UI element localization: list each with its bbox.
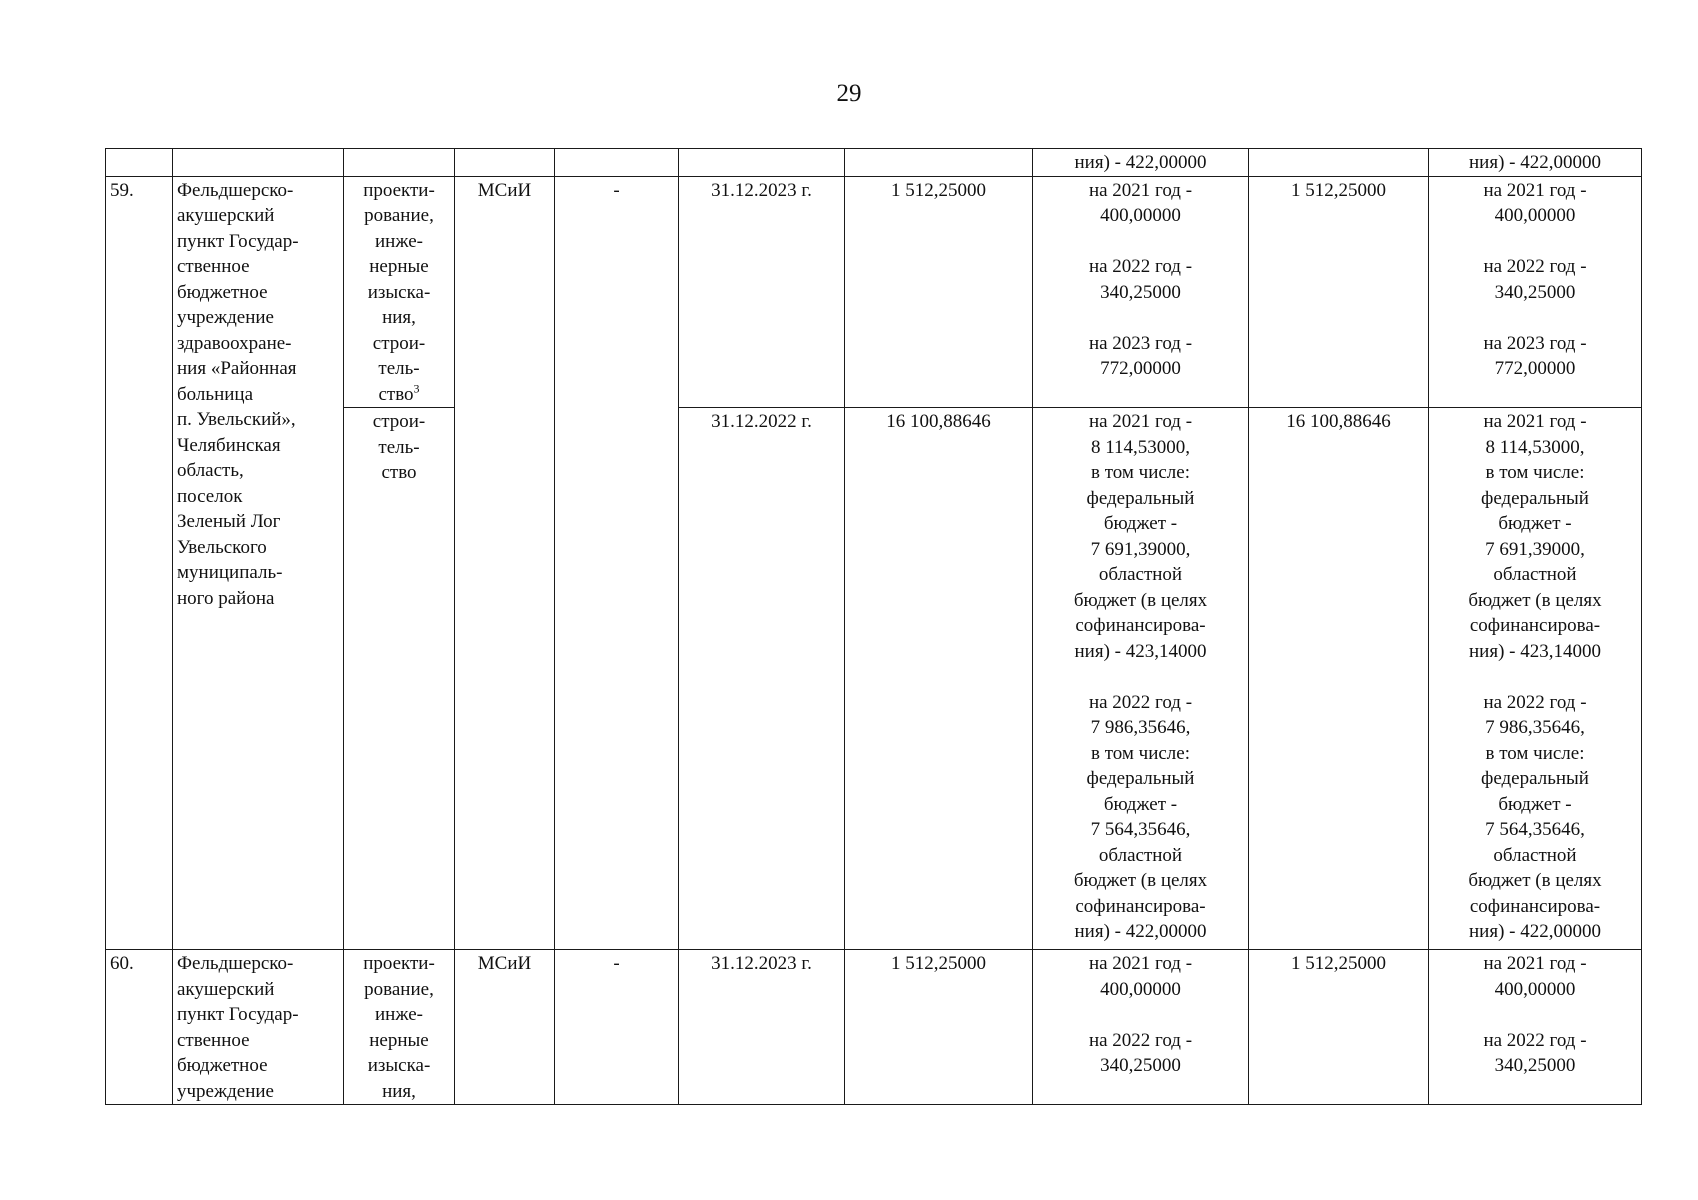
cell-line: бюджет - [1103, 793, 1178, 815]
cell-dash: - [555, 176, 679, 950]
cell-line: поселок [177, 485, 243, 507]
cell-line: тель- [378, 358, 420, 379]
cell-line: 8 114,53000, [1485, 436, 1585, 458]
cell-line: проекти- [363, 953, 435, 974]
cell-line: ного района [177, 587, 275, 609]
cell-line: ния, [382, 1080, 416, 1102]
cell-line: п. Увельский», [177, 409, 296, 430]
cell-completion-date: 31.12.2022 г. [679, 408, 845, 950]
cell-line: софинансирова- [1075, 895, 1206, 917]
cell-line: областной [1493, 844, 1577, 866]
cell-line: ния) - 422,00000 [1469, 921, 1601, 942]
cell-financing-2 [1429, 176, 1642, 408]
cell-line: нерные [369, 256, 429, 277]
cell-line: 7 691,39000, [1485, 538, 1585, 560]
cell-agency: МСиИ [455, 176, 555, 950]
cell-line: софинансирова- [1469, 615, 1601, 636]
cell-line: бюджет - [1498, 513, 1572, 534]
cell-line: федеральный [1086, 487, 1195, 509]
cell-line: 400,00000 [1100, 978, 1181, 1000]
cell-line [1037, 1002, 1244, 1028]
cell-line: софинансирова- [1469, 895, 1601, 917]
cell-line: ния) - 423,14000 [1074, 640, 1207, 662]
cell-line: ния) - 423,14000 [1469, 640, 1601, 662]
cell-line: на 2021 год - [1088, 953, 1193, 974]
cell-line: на 2022 год - [1483, 691, 1587, 713]
cell-line: 7 986,35646, [1485, 717, 1585, 738]
cell-financing [1033, 950, 1249, 1105]
cell-estimated-cost-2: 16 100,88646 [1249, 408, 1429, 950]
cell-line: изыска- [367, 281, 431, 303]
table-row-59a [106, 176, 1642, 408]
cell-financing-continuation: ния) - 422,00000 [1033, 149, 1249, 177]
cell-estimated-cost: 16 100,88646 [845, 408, 1033, 950]
cell-line: на 2022 год - [1088, 1029, 1193, 1051]
cell-line: 340,25000 [1494, 1055, 1576, 1076]
cell-line: на 2022 год - [1483, 1029, 1587, 1051]
cell-line: 8 114,53000, [1090, 436, 1191, 458]
table-row-60 [106, 950, 1642, 1105]
cell-line: бюджет - [1103, 513, 1178, 534]
cell-line: на 2021 год - [1483, 411, 1587, 432]
footnote-marker: 3 [413, 381, 420, 396]
cell-line: в том числе: [1090, 462, 1191, 483]
cell-line: на 2021 год - [1483, 953, 1587, 974]
cell-line: здравоохране- [177, 332, 292, 354]
cell-work-type [344, 408, 455, 950]
cell-object-name [173, 176, 344, 950]
cell-line: бюджет (в целях [1468, 589, 1602, 611]
cell-line [1037, 229, 1244, 255]
cell-line: больница [177, 383, 253, 405]
cell-line: бюджет (в целях [1073, 870, 1208, 891]
cell-completion-date: 31.12.2023 г. [679, 950, 845, 1105]
cell-line: на 2022 год - [1483, 256, 1587, 277]
cell-line: инже- [375, 1004, 423, 1025]
cell-empty [455, 149, 555, 177]
cell-line: изыска- [367, 1055, 431, 1076]
cell-line: 400,00000 [1494, 978, 1576, 1000]
cell-line: 7 564,35646, [1485, 819, 1585, 840]
investment-table [105, 148, 1642, 1105]
cell-line: Увельского [177, 536, 267, 558]
cell-financing [1033, 408, 1249, 950]
cell-line: муниципаль- [177, 562, 283, 583]
cell-line: 340,25000 [1100, 281, 1181, 303]
cell-line: на 2023 год - [1088, 332, 1193, 354]
cell-line: пункт Государ- [177, 1004, 299, 1025]
cell-financing-2 [1429, 408, 1642, 950]
cell-line: рование, [364, 205, 434, 226]
cell-line: на 2021 год - [1483, 179, 1587, 201]
page-number: 29 [836, 80, 862, 107]
cell-line: на 2022 год - [1088, 691, 1193, 713]
cell-line: 340,25000 [1494, 281, 1576, 303]
cell-line: ственное [177, 1029, 250, 1051]
cell-line: бюджет (в целях [1073, 589, 1208, 611]
cell-line: учреждение [177, 1080, 274, 1102]
cell-work-type [344, 950, 455, 1105]
cell-line: пункт Государ- [177, 230, 299, 252]
cell-line: область, [177, 460, 244, 481]
cell-row-number: 59. [106, 176, 173, 950]
cell-line: 772,00000 [1494, 358, 1576, 379]
cell-empty [106, 149, 173, 177]
cell-line: ния) - 422,00000 [1074, 921, 1207, 942]
cell-estimated-cost: 1 512,25000 [845, 176, 1033, 408]
cell-line [1037, 664, 1244, 690]
cell-estimated-cost-2: 1 512,25000 [1249, 176, 1429, 408]
cell-line: Челябинская [177, 434, 281, 456]
cell-line: рование, [364, 978, 434, 1000]
work-type-lines [348, 178, 450, 408]
cell-line: областной [1098, 844, 1183, 866]
cell-empty [555, 149, 679, 177]
continuation-row [106, 149, 1642, 177]
cell-line: Фельдшерско- [177, 953, 294, 974]
cell-line: учреждение [177, 307, 274, 328]
cell-empty [845, 149, 1033, 177]
cell-empty [344, 149, 455, 177]
cell-dash: - [555, 950, 679, 1105]
cell-line: областной [1098, 564, 1183, 585]
cell-line: в том числе: [1485, 462, 1585, 483]
cell-line: ния «Районная [177, 358, 297, 379]
cell-line: тель- [378, 436, 420, 458]
cell-line: в том числе: [1485, 742, 1585, 764]
cell-line: Фельдшерско- [177, 179, 294, 201]
cell-line: на 2023 год - [1483, 332, 1587, 354]
cell-estimated-cost-2: 1 512,25000 [1249, 950, 1429, 1105]
cell-line: 772,00000 [1100, 358, 1181, 379]
cell-line: федеральный [1481, 487, 1589, 509]
cell-empty [1249, 149, 1429, 177]
cell-line: бюджетное [177, 1055, 268, 1076]
cell-line: 7 986,35646, [1090, 717, 1191, 738]
cell-financing [1033, 176, 1249, 408]
cell-line: 340,25000 [1100, 1055, 1181, 1076]
cell-line: 400,00000 [1100, 205, 1181, 226]
cell-line: инже- [375, 230, 423, 252]
cell-object-name [173, 950, 344, 1105]
cell-line: бюджет - [1498, 793, 1572, 815]
cell-line: 400,00000 [1494, 205, 1576, 226]
cell-line: 7 691,39000, [1090, 538, 1191, 560]
cell-line: бюджетное [177, 281, 268, 303]
cell-line: на 2021 год - [1088, 411, 1193, 432]
cell-empty [679, 149, 845, 177]
cell-line: нерные [369, 1029, 429, 1051]
cell-line: областной [1493, 564, 1577, 585]
cell-line: 7 564,35646, [1090, 819, 1191, 840]
cell-line [1433, 1002, 1637, 1028]
cell-line [1037, 305, 1244, 331]
cell-estimated-cost: 1 512,25000 [845, 950, 1033, 1105]
cell-line: в том числе: [1090, 742, 1191, 764]
cell-line: федеральный [1086, 768, 1195, 789]
cell-agency: МСиИ [455, 950, 555, 1105]
cell-line: софинансирова- [1075, 615, 1206, 636]
cell-line: строи- [372, 332, 426, 354]
cell-line [1433, 664, 1637, 690]
cell-line [1433, 229, 1637, 255]
cell-financing-continuation-2: ния) - 422,00000 [1429, 149, 1642, 177]
cell-line: акушерский [177, 978, 275, 1000]
cell-line: проекти- [363, 179, 435, 201]
cell-row-number: 60. [106, 950, 173, 1105]
cell-line: бюджет (в целях [1468, 870, 1602, 891]
cell-completion-date: 31.12.2023 г. [679, 176, 845, 408]
cell-line: на 2022 год - [1088, 256, 1193, 277]
cell-line: Зеленый Лог [177, 511, 281, 532]
cell-line: акушерский [177, 205, 275, 226]
cell-financing-2 [1429, 950, 1642, 1105]
cell-line: ния, [382, 307, 416, 328]
cell-line: федеральный [1481, 768, 1589, 789]
cell-line: ство [378, 383, 414, 405]
cell-line: строи- [372, 411, 426, 432]
cell-line [1433, 305, 1637, 331]
cell-work-type [344, 176, 455, 408]
cell-empty [173, 149, 344, 177]
cell-line: на 2021 год - [1088, 179, 1193, 201]
cell-line: ство [381, 462, 417, 483]
cell-line: ственное [177, 256, 250, 277]
